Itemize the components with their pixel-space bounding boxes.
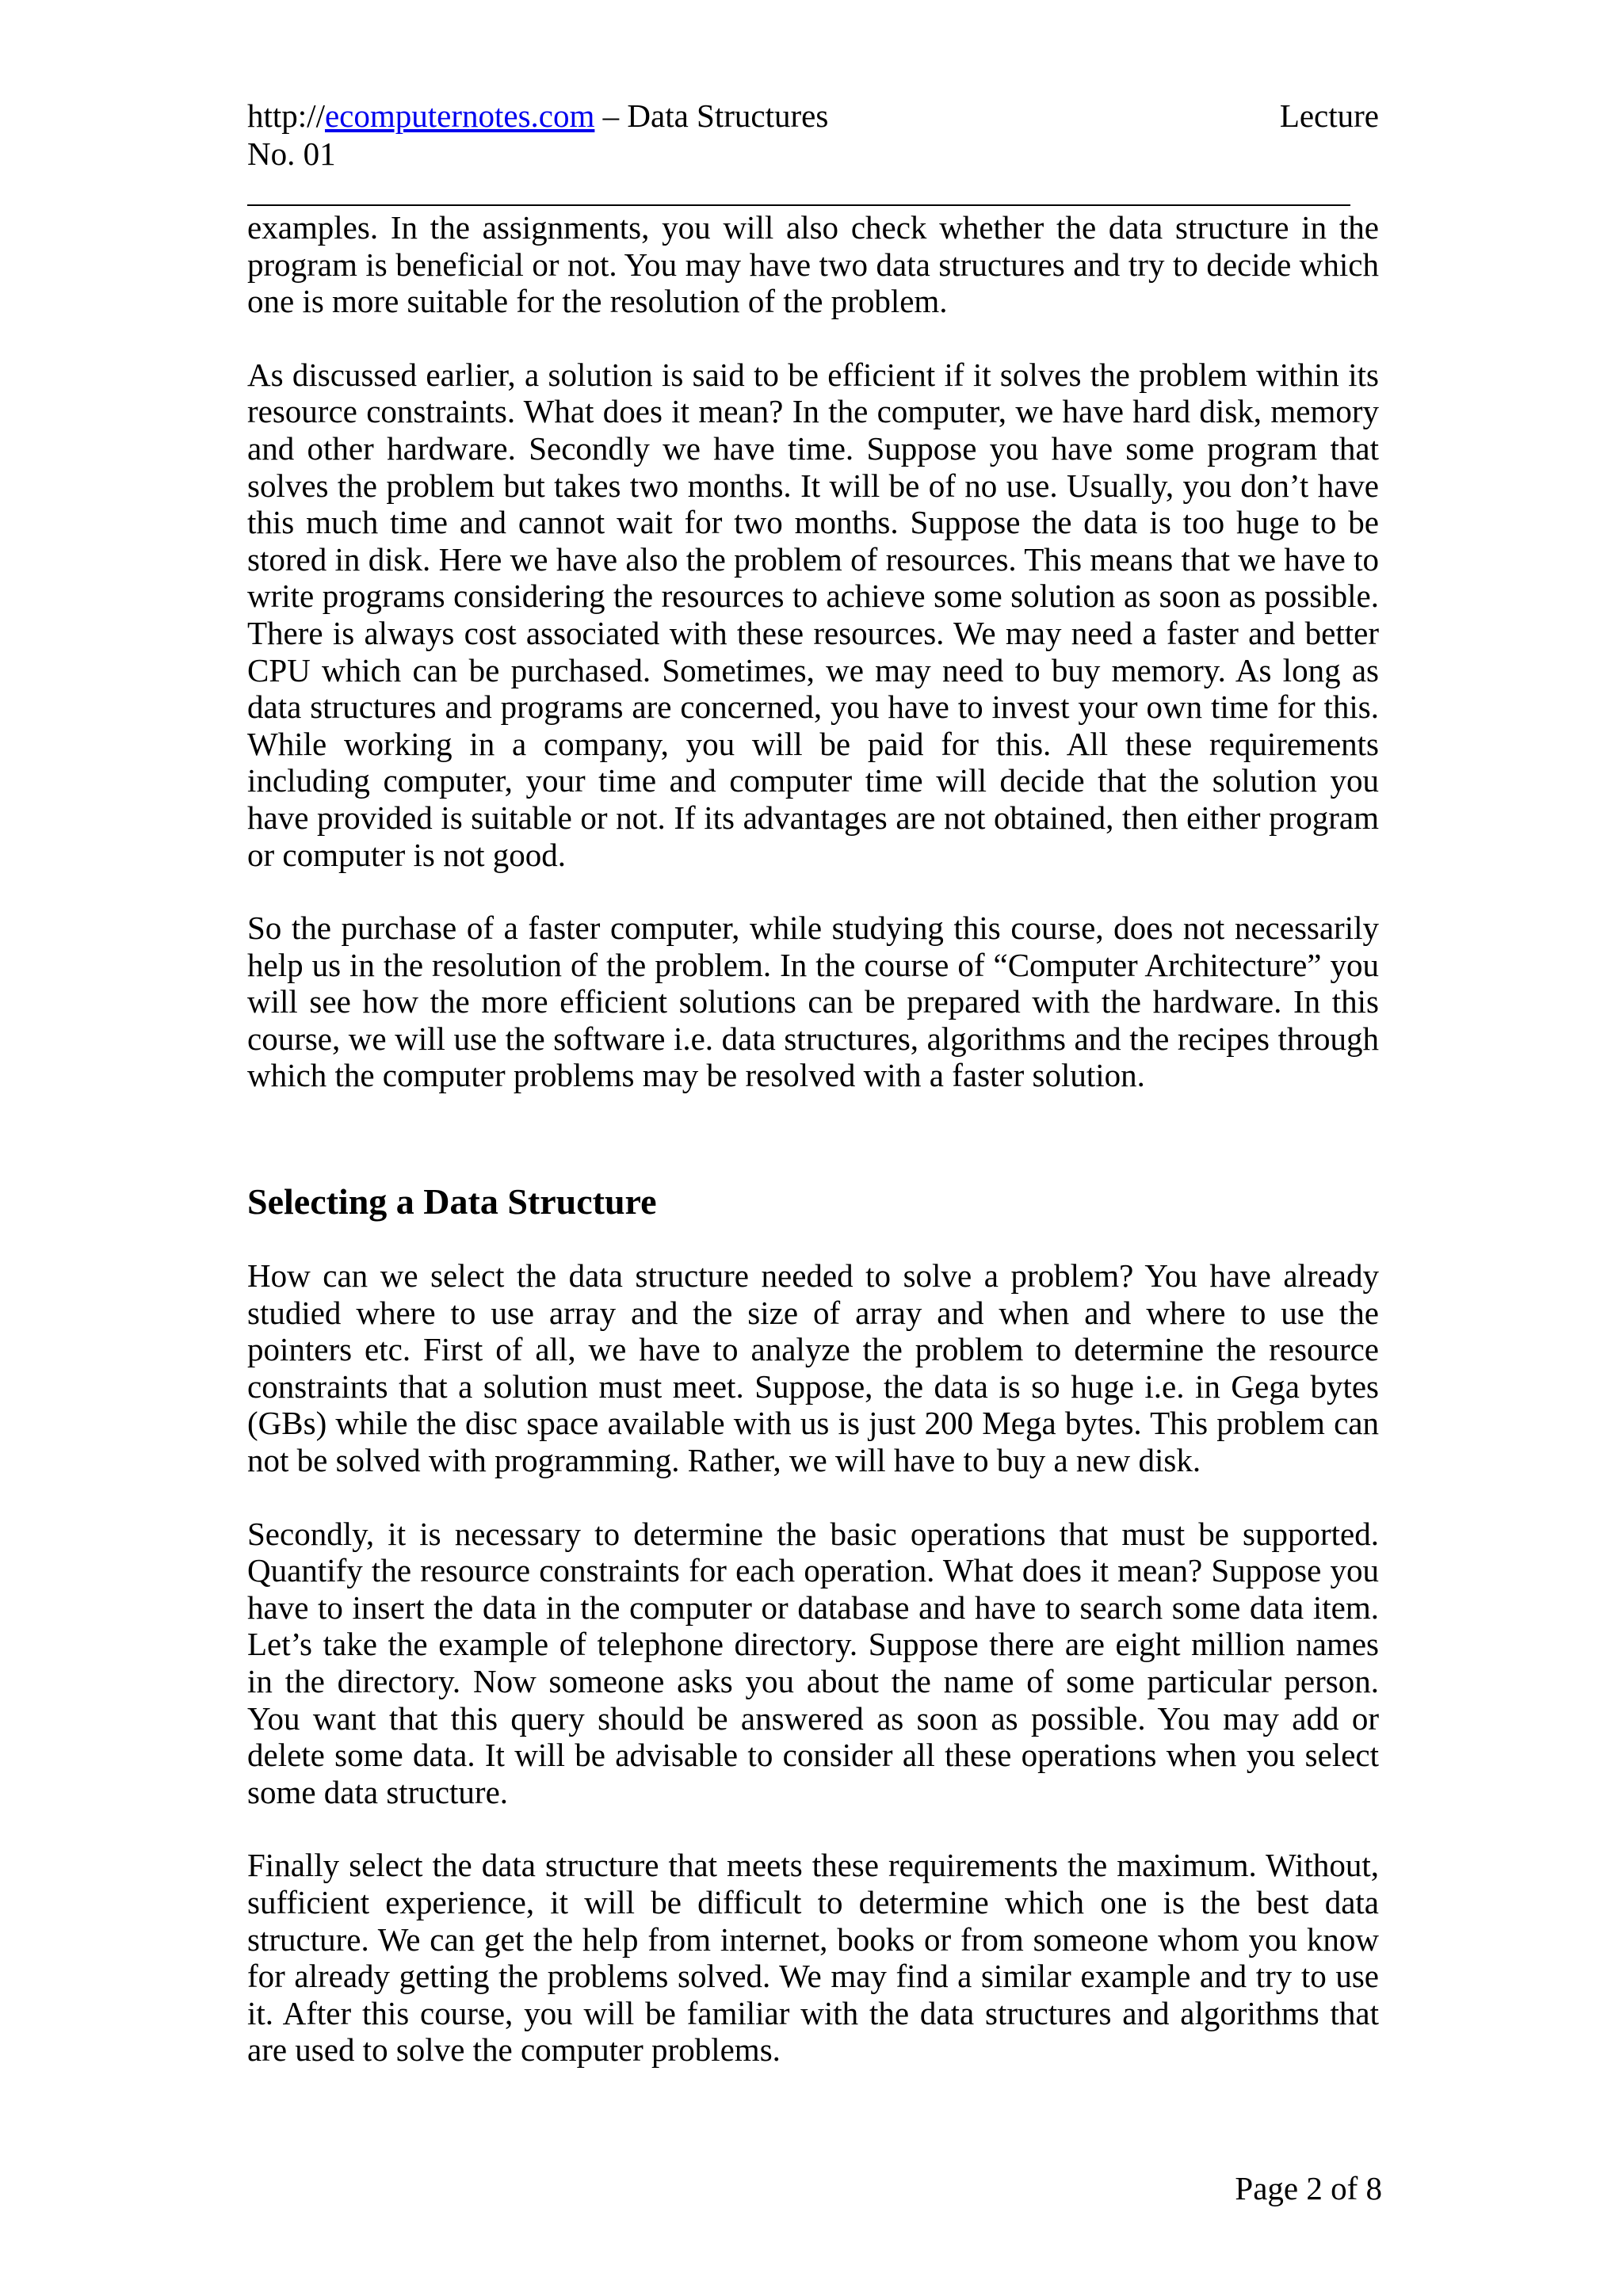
- header-title: [247, 97, 828, 135]
- paragraph-spacer: [247, 873, 1379, 910]
- paragraph-spacer: [247, 1479, 1379, 1516]
- body-paragraph: So the purchase of a faster computer, while studying this course, does not necessarily help us in the resolution of the problem. In the course of “Computer Architecture” you will see how the more efficient solutions can be prepared with the hardware. In this course, we will use the software i.e. data structures, algorithms and the recipes through which the computer problems may be resolved with a faster solution.: [247, 910, 1379, 1094]
- section-heading: Selecting a Data Structure: [247, 1181, 657, 1222]
- section-spacer: [247, 1094, 1379, 1181]
- site-link[interactable]: ecomputernotes.com: [324, 97, 595, 134]
- lecture-number: No. 01: [247, 135, 336, 172]
- body-paragraph: Finally select the data structure that meets these requirements the maximum. Without, sufficient experience, it will be difficult to determine which one is the best data structure. We can get the help from internet, books or from someone whom you know for already getting the problems solved. We may find a similar example and try to use it. After this course, you will be familiar with the data structures and algorithms that are used to solve the computer problems.: [247, 1847, 1379, 2069]
- page-body: [247, 209, 1379, 2069]
- body-paragraph: Secondly, it is necessary to determine the basic operations that must be supported. Quantify the resource constraints for each operation. What does it mean? Suppose you have to insert the data in the computer or database and have to search some data item. Let’s take the example of telephone directory. Suppose there are eight million names in the directory. Now someone asks you about the name of some particular person. You want that this query should be answered as soon as possible. You may add or delete some data. It will be advisable to consider all these operations when you select some data structure.: [247, 1515, 1379, 1810]
- page-header: [247, 97, 1381, 173]
- heading-spacer: [247, 1222, 1379, 1257]
- header-divider: [247, 204, 1350, 206]
- body-paragraph: As discussed earlier, a solution is said to be efficient if it solves the problem within its resource constraints. What does it mean? In the computer, we have hard disk, memory and other hardware. Secondly we have time. Suppose you have some program that solves the problem but takes two months. It will be of no use. Usually, you don’t have this much time and cannot wait for two months. Suppose the data is too huge to be stored in disk. Here we have also the problem of resources. This means that we have to write programs considering the resources to achieve some solution as soon as possible. There is always cost associated with these resources. We may need a faster and better CPU which can be purchased. Sometimes, we may need to buy memory. As long as data structures and programs are concerned, you have to invest your own time for this. While working in a company, you will be paid for this. All these requirements including computer, your time and computer time will decide that the solution you have provided is suitable or not. If its advantages are not obtained, then either program or computer is not good.: [247, 356, 1379, 873]
- body-paragraph: How can we select the data structure needed to solve a problem? You have already studied where to use array and the size of array and when and where to use the pointers etc. First of all, we have to analyze the problem to determine the resource constraints that a solution must meet. Suppose, the data is so huge i.e. in Gega bytes (GBs) while the disc space available with us is just 200 Mega bytes. This problem can not be solved with programming. Rather, we will have to buy a new disk.: [247, 1257, 1379, 1479]
- body-paragraph: examples. In the assignments, you will also check whether the data structure in the program is beneficial or not. You may have two data structures and try to decide which one is more suitable for the resolution of the problem.: [247, 209, 1379, 320]
- paragraph-spacer: [247, 320, 1379, 357]
- lecture-label: Lecture: [1279, 97, 1379, 134]
- course-title: – Data Structures: [594, 97, 829, 134]
- page-number: Page 2 of 8: [1235, 2170, 1382, 2206]
- paragraph-spacer: [247, 1810, 1379, 1847]
- url-prefix: http://: [247, 97, 325, 134]
- header-line: [247, 97, 1379, 135]
